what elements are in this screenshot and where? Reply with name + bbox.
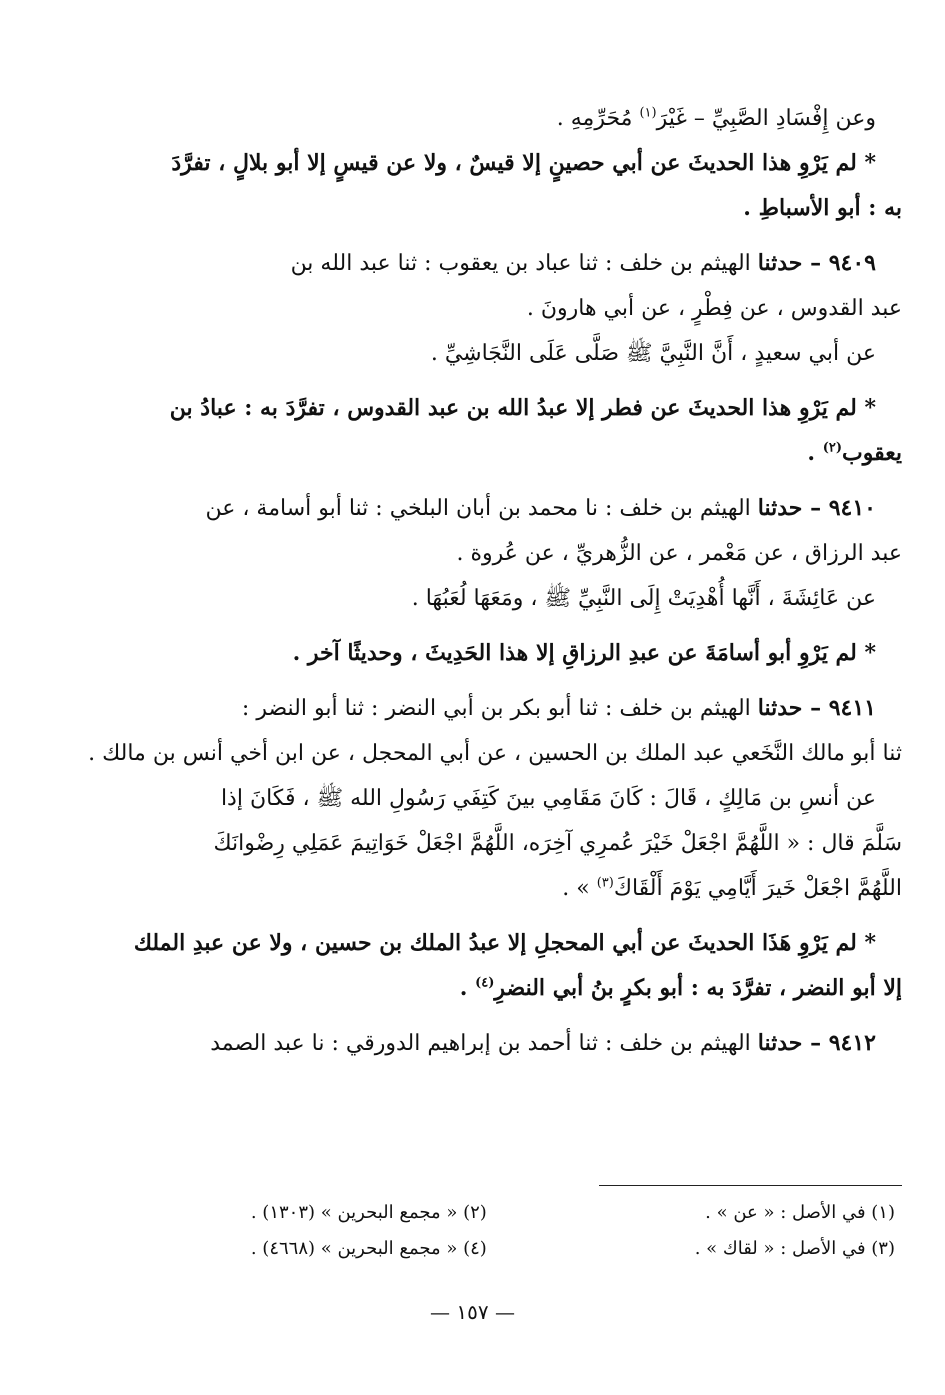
commentary-line: * لم يَرْوِ هذا الحديثَ عن أبي حصينٍ إلا قيسٌ ، ولا عن قيسٍ إلا أبو بلالٍ ، تفرَّدَ — [171, 150, 876, 176]
text-line: عبد الرزاق ، عن مَعْمر ، عن الزُّهريِّ ، عن عُروة . — [456, 541, 902, 566]
hadith-9410-line: ٩٤١٠ – حدثنا الهيثم بن خلف : نا محمد بن أبان البلخي : ثنا أبو أسامة ، عن — [205, 495, 876, 521]
page-number: — ١٥٧ — — [430, 1300, 515, 1324]
commentary-line: * لم يَرْوِ أبو أسامَةَ عن عبدِ الرزاقِ إلا هذا الحَدِيثَ ، وحديثًا آخر . — [292, 640, 876, 666]
footnote-ref: (٣) — [596, 875, 614, 891]
footnote-divider — [599, 1185, 902, 1186]
footnote-4: (٤) « مجمع البحرين » (٤٦٦٨) . — [250, 1238, 487, 1259]
text-line: عبد القدوس ، عن فِطْرٍ ، عن أبي هارونَ . — [526, 296, 902, 321]
footnote-3: (٣) في الأصل : « لقاك » . — [694, 1238, 895, 1259]
text-line: اللَّهُمَّ اجْعَلْ خَيرَ أَيَّامِي يَوْمَ أَلْقَاكَ$^{(٣)}$ » . — [562, 875, 902, 901]
hadith-9409-line: ٩٤٠٩ – حدثنا الهيثم بن خلف : ثنا عباد بن يعقوب : ثنا عبد الله بن — [290, 250, 876, 276]
text-line: وعن إِفْسَادِ الصَّبِيِّ – غَيْرَ$^{(١)}$ مُحَرِّمِهِ . — [556, 105, 876, 131]
footnotes — [110, 1195, 895, 1267]
text-line: عن عَائِشَةَ ، أَنَّها أُهْدِيَتْ إِلَى النَّبِيِّ ﷺ ، ومَعَهَا لُعَبُهَا . — [411, 586, 876, 611]
footnote-ref: (١) — [639, 105, 657, 121]
footnote-ref: (٢) — [822, 440, 843, 456]
text-line: سَلَّمَ قال : « اللَّهُمَّ اجْعَلْ خَيْرَ عُمرِي آخِرَه، اللَّهُمَّ اجْعَلْ خَوَاتِيمَ عَمَلِي رِضْوانَكَ — [213, 831, 902, 856]
text-line: عن أبي سعيدٍ ، أَنَّ النَّبِيَّ ﷺ صَلَّى عَلَى النَّجَاشِيِّ . — [430, 341, 876, 366]
commentary-line: * لم يَرْوِ هَذَا الحديثَ عن أبي المحجلِ إلا عبدُ الملك بن حسين ، ولا عن عبدِ الملك — [133, 930, 876, 956]
hadith-9412-line: ٩٤١٢ – حدثنا الهيثم بن خلف : ثنا أحمد بن إبراهيم الدورقي : نا عبد الصمد — [210, 1030, 876, 1056]
commentary-line: يعقوب$^{(٢)}$ . — [807, 440, 902, 466]
main-text — [66, 96, 902, 1066]
text-line: عن أنسِ بن مَالِكٍ ، قَالَ : كَانَ مَقَامِي بينَ كَتِفَي رَسُولِ الله ﷺ ، فَكَانَ إذا — [220, 786, 876, 811]
footnote-1: (١) في الأصل : « عن » . — [705, 1202, 895, 1223]
commentary-line: إلا أبو النضر ، تفرَّدَ به : أبو بكرٍ بنُ أبي النضرِ$^{(٤)}$ . — [459, 975, 902, 1001]
commentary-line: * لم يَرْوِ هذا الحديثَ عن فطر إلا عبدُ الله بن عبد القدوس ، تفرَّدَ به : عبادُ بن — [169, 395, 876, 421]
text-line: ثنا أبو مالك النَّخَعي عبد الملك بن الحسين ، عن أبي المحجل ، عن ابن أخي أنس بن مالك . — [88, 741, 902, 766]
footnote-ref: (٤) — [475, 975, 495, 991]
commentary-line: به : أبو الأسباطِ . — [743, 195, 902, 221]
hadith-9411-line: ٩٤١١ – حدثنا الهيثم بن خلف : ثنا أبو بكر بن أبي النضر : ثنا أبو النضر : — [241, 695, 876, 721]
footnote-2: (٢) « مجمع البحرين » (١٣٠٣) . — [250, 1202, 487, 1223]
